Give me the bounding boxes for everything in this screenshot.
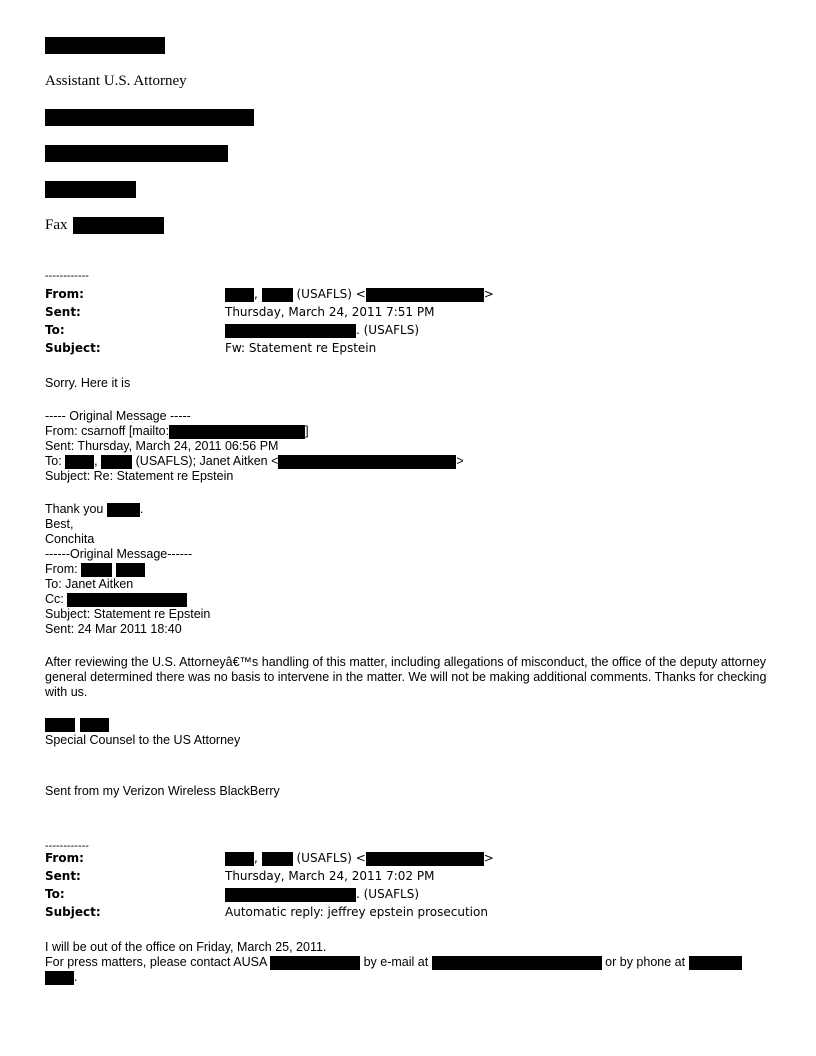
redacted-email: [366, 852, 484, 866]
redacted-email: [169, 425, 305, 439]
original-subject: Subject: Statement re Epstein: [45, 607, 211, 621]
closing: Best,: [45, 517, 74, 531]
redacted-signer-last-name: [80, 718, 109, 732]
redacted-name: [45, 37, 165, 54]
auto-reply-line-1: I will be out of the office on Friday, March 25, 2011.: [45, 940, 327, 954]
signature-title: Assistant U.S. Attorney: [45, 73, 187, 89]
to-label: To:: [45, 887, 65, 901]
auto-reply-line-3: .: [45, 970, 77, 985]
from-label: From:: [45, 851, 84, 865]
original-to: To: , (USAFLS); Janet Aitken < >: [45, 454, 464, 468]
redacted-fax-number: [73, 217, 164, 234]
from-label: From:: [45, 287, 84, 301]
subject-label: Subject:: [45, 905, 101, 919]
sent-label: Sent:: [45, 305, 81, 319]
original-subject: Subject: Re: Statement re Epstein: [45, 469, 234, 483]
to-value: . (USAFLS): [225, 323, 419, 338]
redacted-email: [366, 288, 484, 302]
subject-value: Fw: Statement re Epstein: [225, 341, 377, 355]
original-from: From: csarnoff [mailto: ]: [45, 424, 309, 438]
redacted-first-name: [262, 288, 293, 302]
redacted-last-name: [116, 563, 145, 577]
redacted-phone: [689, 956, 742, 970]
to-label: To:: [45, 323, 65, 337]
original-sent: Sent: Thursday, March 24, 2011 06:56 PM: [45, 439, 279, 453]
redacted-last-name: [65, 455, 94, 469]
sender-name: Conchita: [45, 532, 95, 546]
original-message-header: ----- Original Message -----: [45, 409, 191, 423]
to-value: . (USAFLS): [225, 887, 419, 902]
header-separator: ------------: [45, 840, 89, 852]
sent-value: Thursday, March 24, 2011 7:51 PM: [225, 305, 435, 319]
redacted-recipient: [225, 324, 356, 338]
redacted-recipient: [225, 888, 356, 902]
redacted-phone-continued: [45, 971, 74, 985]
email-body-1: Sorry. Here it is: [45, 376, 131, 390]
statement-paragraph: After reviewing the U.S. Attorneyâ€™s handling of this matter, including allegations of misconduct, the office of the deputy attorney general determined there was no basis to intervene in the matter. We will not be making additional comments. Thanks for checking with us.: [45, 655, 767, 699]
header-separator: ------------: [45, 270, 89, 282]
redacted-address-line-2: [45, 145, 228, 162]
from-value: , (USAFLS) < >: [225, 287, 494, 302]
redacted-last-name: [225, 852, 254, 866]
sent-value: Thursday, March 24, 2011 7:02 PM: [225, 869, 435, 883]
auto-reply-line-2: For press matters, please contact AUSA by e-mail at or by phone at: [45, 955, 742, 970]
redacted-email: [67, 593, 187, 607]
subject-value: Automatic reply: jeffrey epstein prosecution: [225, 905, 488, 919]
redacted-first-name: [262, 852, 293, 866]
redacted-email: [278, 455, 456, 469]
signer-title: Special Counsel to the US Attorney: [45, 733, 241, 747]
sent-label: Sent:: [45, 869, 81, 883]
original-sent: Sent: 24 Mar 2011 18:40: [45, 622, 182, 636]
redacted-first-name: [101, 455, 132, 469]
redacted-name: [107, 503, 140, 517]
thanks-line: Thank you .: [45, 502, 144, 516]
subject-label: Subject:: [45, 341, 101, 355]
device-signature: Sent from my Verizon Wireless BlackBerry: [45, 784, 280, 798]
original-message-header: ------Original Message------: [45, 547, 193, 561]
redacted-address-line-1: [45, 109, 254, 126]
redacted-signer-first-name: [45, 718, 75, 732]
from-value: , (USAFLS) < >: [225, 851, 494, 866]
redacted-ausa-name: [270, 956, 360, 970]
redacted-last-name: [225, 288, 254, 302]
original-to: To: Janet Aitken: [45, 577, 134, 591]
redacted-email: [432, 956, 602, 970]
redacted-phone: [45, 181, 136, 198]
redacted-first-name: [81, 563, 112, 577]
original-from: From:: [45, 562, 145, 577]
original-cc: Cc:: [45, 592, 187, 607]
fax-label: Fax: [45, 217, 68, 233]
